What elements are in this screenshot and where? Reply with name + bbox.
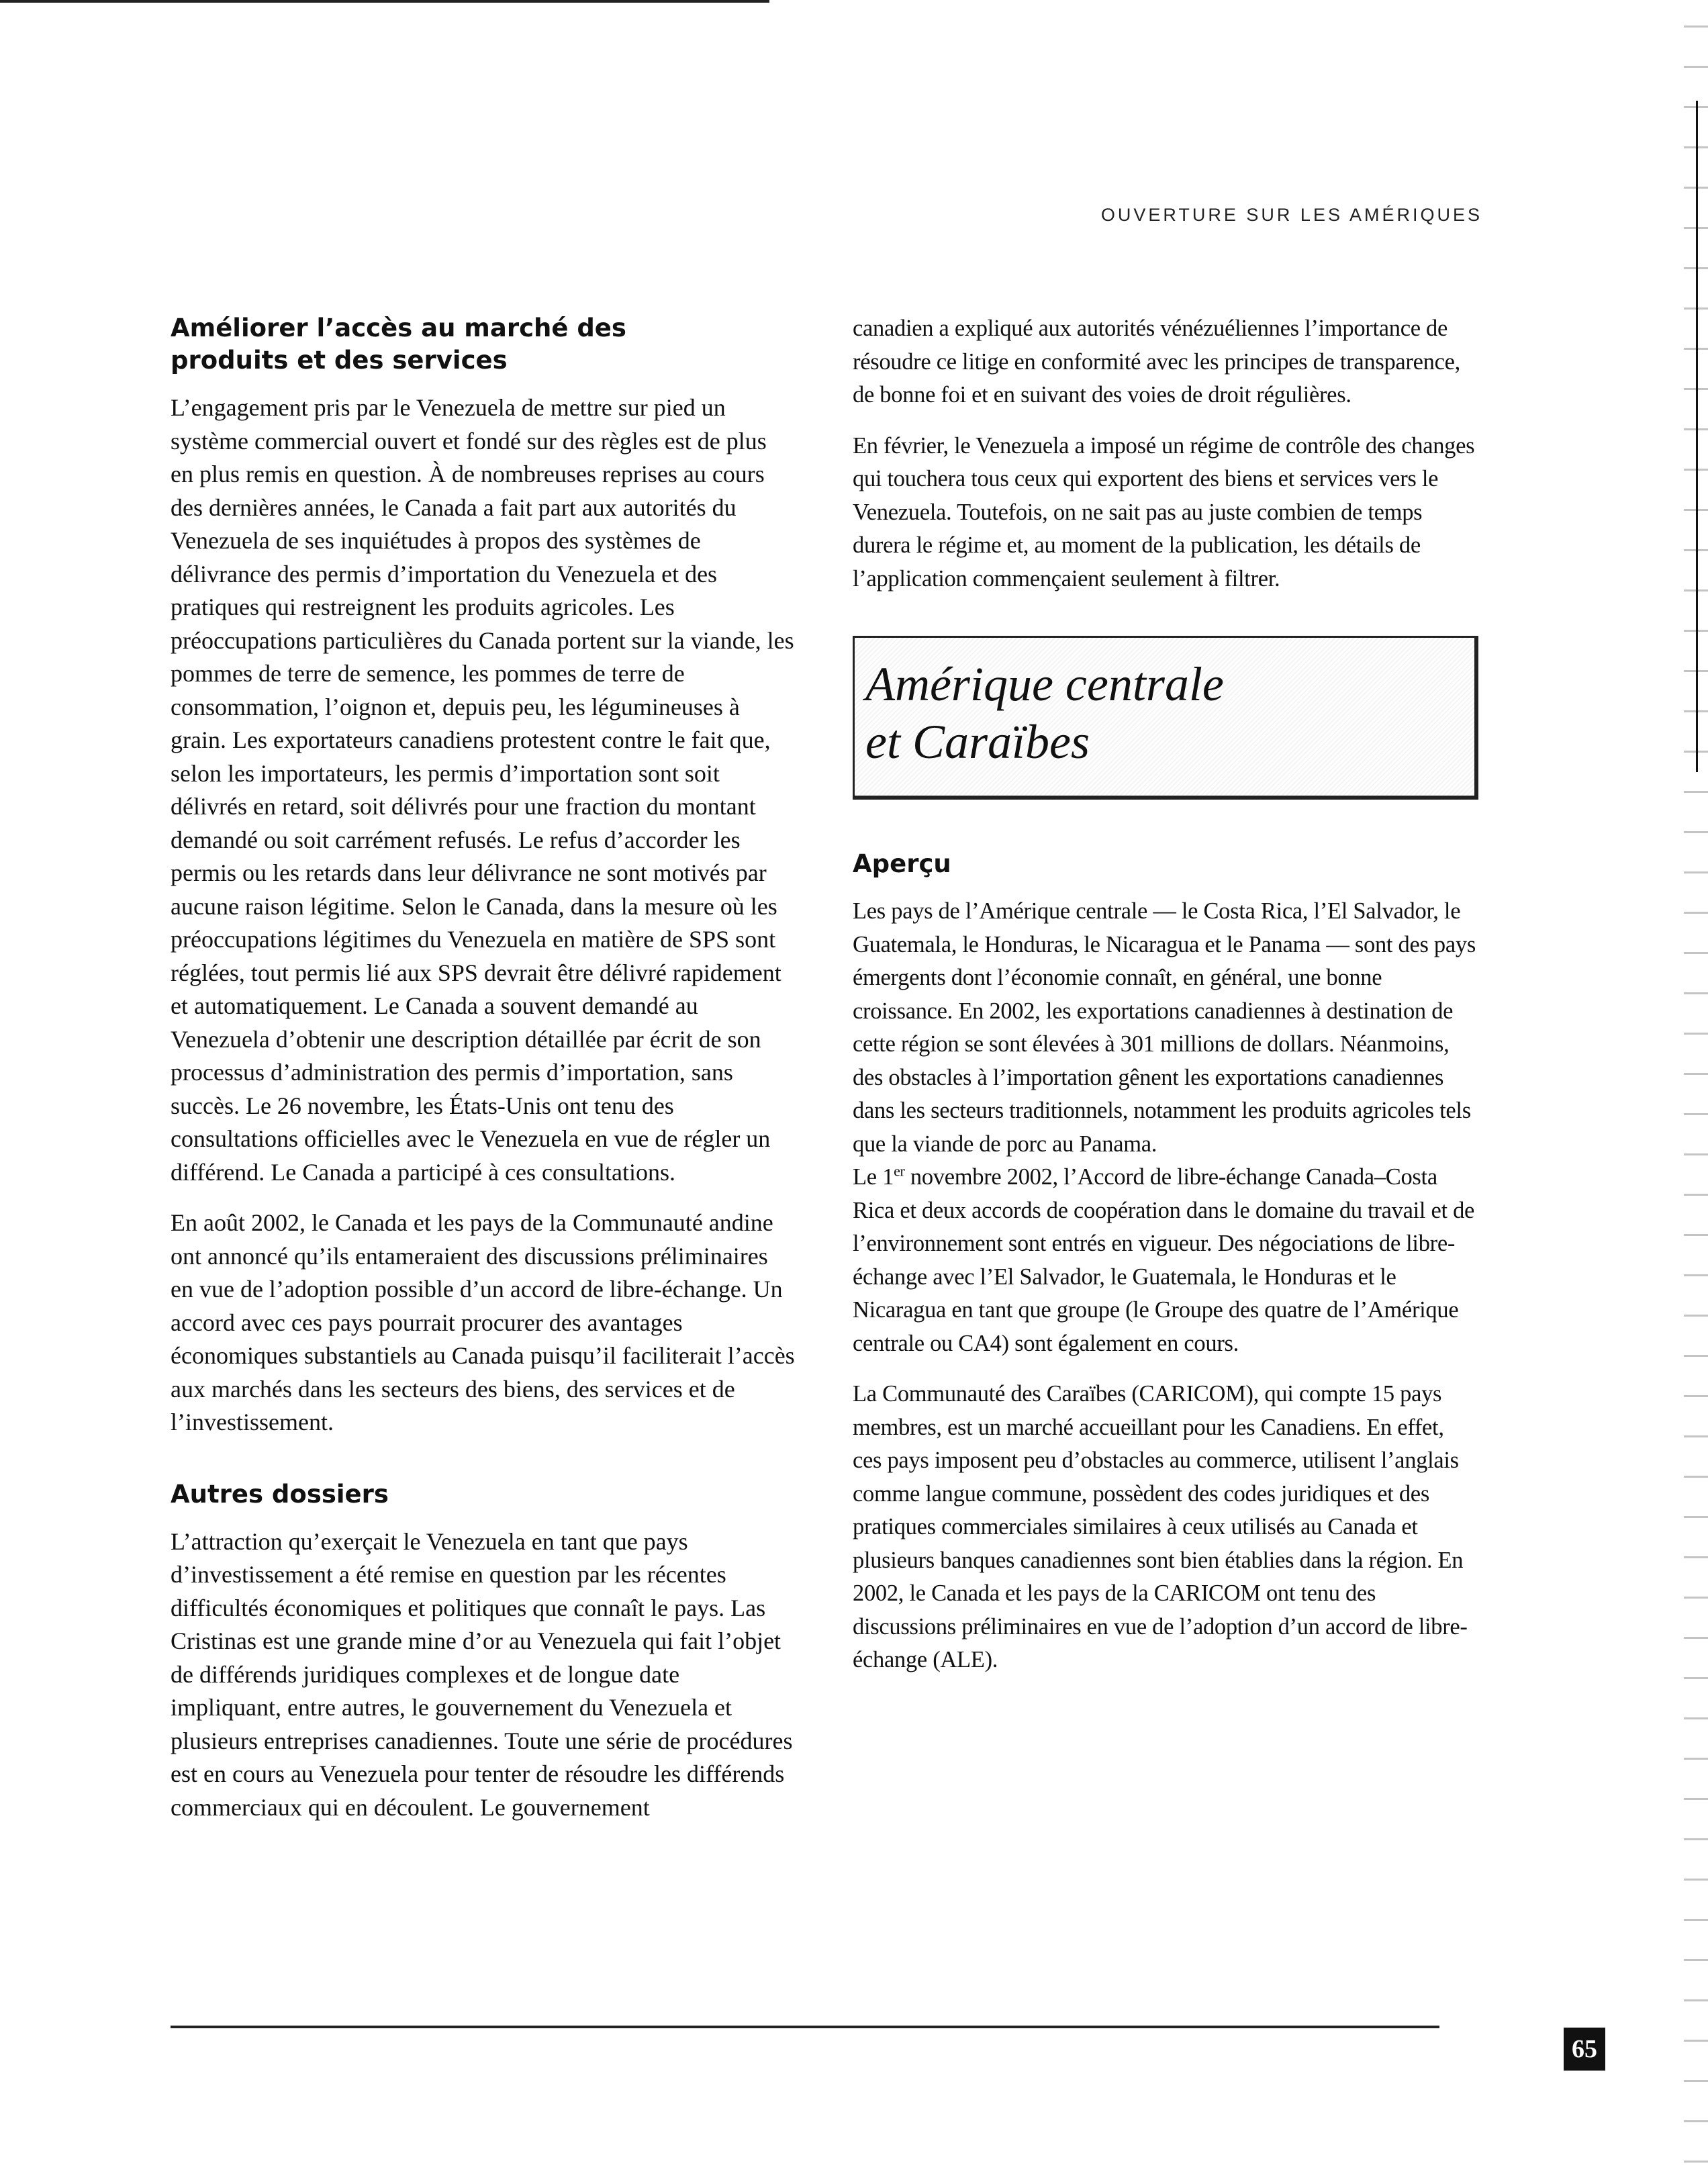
left-column (171, 312, 795, 1842)
region-title-line-1: Amérique centrale (865, 657, 1224, 711)
scan-edge-line (1696, 101, 1698, 772)
paragraph-central-america (853, 895, 1478, 1360)
section-heading-overview: Aperçu (853, 849, 951, 878)
paragraph-venezuela-commitment: L’engagement pris par le Venezuela de mettre sur pied un système commercial ouvert et fondé sur des règles est de plus en plus remis en question. À de nombreuses reprises au cours des dernières années, le Canada a fait part aux autorités du Venezuela de ses inquiétudes à propos des systèmes de délivrance des permis d’importation du Venezuela et des pratiques qui restreignent les produits agricoles. Les préoccupations particulières du Canada portent sur la viande, les pommes de terre de semence, les pommes de terre de consommation, l’oignon et, depuis peu, les légumineuses à grain. Les exportateurs canadiens protestent contre le fait que, selon les importateurs, les permis d’importation sont soit délivrés en retard, soit délivrés pour une fraction du montant demandé ou soit carrément refusés. Le refus d’accorder les permis ou les retards dans leur délivrance ne sont motivés par aucune raison légitime. Selon le Canada, dans la mesure où les préoccupations légitimes du Venezuela en matière de SPS sont réglées, tout permis lié aux SPS devrait être délivré rapidement et automatiquement. Le Canada a souvent demandé au Venezuela d’obtenir une description détaillée par écrit de son processus d’administration des permis d’importation, sans succès. Le 26 novembre, les États-Unis ont tenu des consultations officielles avec le Venezuela en vue de régler un différend. Le Canada a participé à ces consultations. (171, 394, 794, 1186)
paragraph-andean-community: En août 2002, le Canada et les pays de la Communauté andine ont annoncé qu’ils entameraient des discussions préliminaires en vue de l’adoption possible d’un accord de libre-échange. Un accord avec ces pays pourrait procurer des avantages économiques substantiels au Canada puisqu’il faciliterait l’accès aux marchés dans les secteurs des biens, des services et de l’investissement. (171, 1209, 795, 1435)
heading-line-2: produits et des services (171, 346, 508, 375)
paragraph-transparency: canadien a expliqué aux autorités vénézuéliennes l’importance de résoudre ce litige en conformité avec les principes de transparence, de bonne foi et en suivant des voies de droit régulières. (853, 316, 1460, 408)
ordinal-superscript: er (894, 1162, 905, 1180)
running-head: OUVERTURE SUR LES AMÉRIQUES (1100, 205, 1482, 225)
right-column (853, 312, 1478, 1695)
paragraph-caricom: La Communauté des Caraïbes (CARICOM), qui compte 15 pays membres, est un marché accueillant pour les Canadiens. En effet, ces pays imposent peu d’obstacles au commerce, utilisent l’anglais comme langue commune, possèdent des codes juridiques et des pratiques commerciales similaires à ceux utilisés au Canada et plusieurs banques canadiennes sont bien établies dans la région. En 2002, le Canada et les pays de la CARICOM ont tenu des discussions préliminaires en vue de l’adoption d’un accord de libre-échange (ALE). (853, 1381, 1468, 1672)
central-america-text: Les pays de l’Amérique centrale — le Costa Rica, l’El Salvador, le Guatemala, le Honduras, le Nicaragua et le Panama — sont des pays émergents dont l’économie connaît, en général, une bonne croissance. En 2002, les exportations canadiennes à destination de cette région se sont élevées à 301 millions de dollars. Néanmoins, des obstacles à l’importation gênent les exportations canadiennes dans les secteurs traditionnels, notamment les produits agricoles tels que la viande de porc au Panama. (853, 898, 1476, 1157)
section-heading-other-issues: Autres dossiers (171, 1479, 389, 1509)
page-number: 65 (1564, 2028, 1605, 2071)
costa-rica-text-start: Le 1 (853, 1164, 894, 1190)
costa-rica-text-rest: novembre 2002, l’Accord de libre-échange Canada–Costa Rica et deux accords de coopération dans le domaine du travail et de l’environnement sont entrés en vigueur. Des négociations de libre-échange avec l’El Salvador, le Guatemala, le Honduras et le Nicaragua en tant que groupe (le Groupe des quatre de l’Amérique centrale ou CA4) sont également en cours. (853, 1164, 1475, 1356)
paragraph-las-cristinas: L’attraction qu’exerçait le Venezuela en tant que pays d’investissement a été remise en question par les récentes difficultés économiques et politiques que connaît le pays. Las Cristinas est une grande mine d’or au Venezuela qui fait l’objet de différends juridiques complexes et de longue date impliquant, entre autres, le gouvernement du Venezuela et plusieurs entreprises canadiennes. Toute une série de procédures est en cours au Venezuela pour tenter de résoudre les différends commerciaux qui en découlent. Le gouvernement (171, 1527, 793, 1821)
section-heading-market-access (171, 312, 795, 377)
region-title-box (853, 636, 1478, 800)
paragraph-exchange-control: En février, le Venezuela a imposé un régime de contrôle des changes qui touchera tous ceux qui exportent des biens et services vers le Venezuela. Toutefois, on ne sait pas au juste combien de temps durera le régime et, au moment de la publication, les détails de l’application commençaient seulement à filtrer. (853, 432, 1475, 591)
bottom-rule (171, 2026, 1439, 2028)
heading-line-1: Améliorer l’accès au marché des (171, 314, 626, 342)
top-rule (0, 0, 769, 3)
region-title-line-2: et Caraïbes (865, 715, 1090, 769)
